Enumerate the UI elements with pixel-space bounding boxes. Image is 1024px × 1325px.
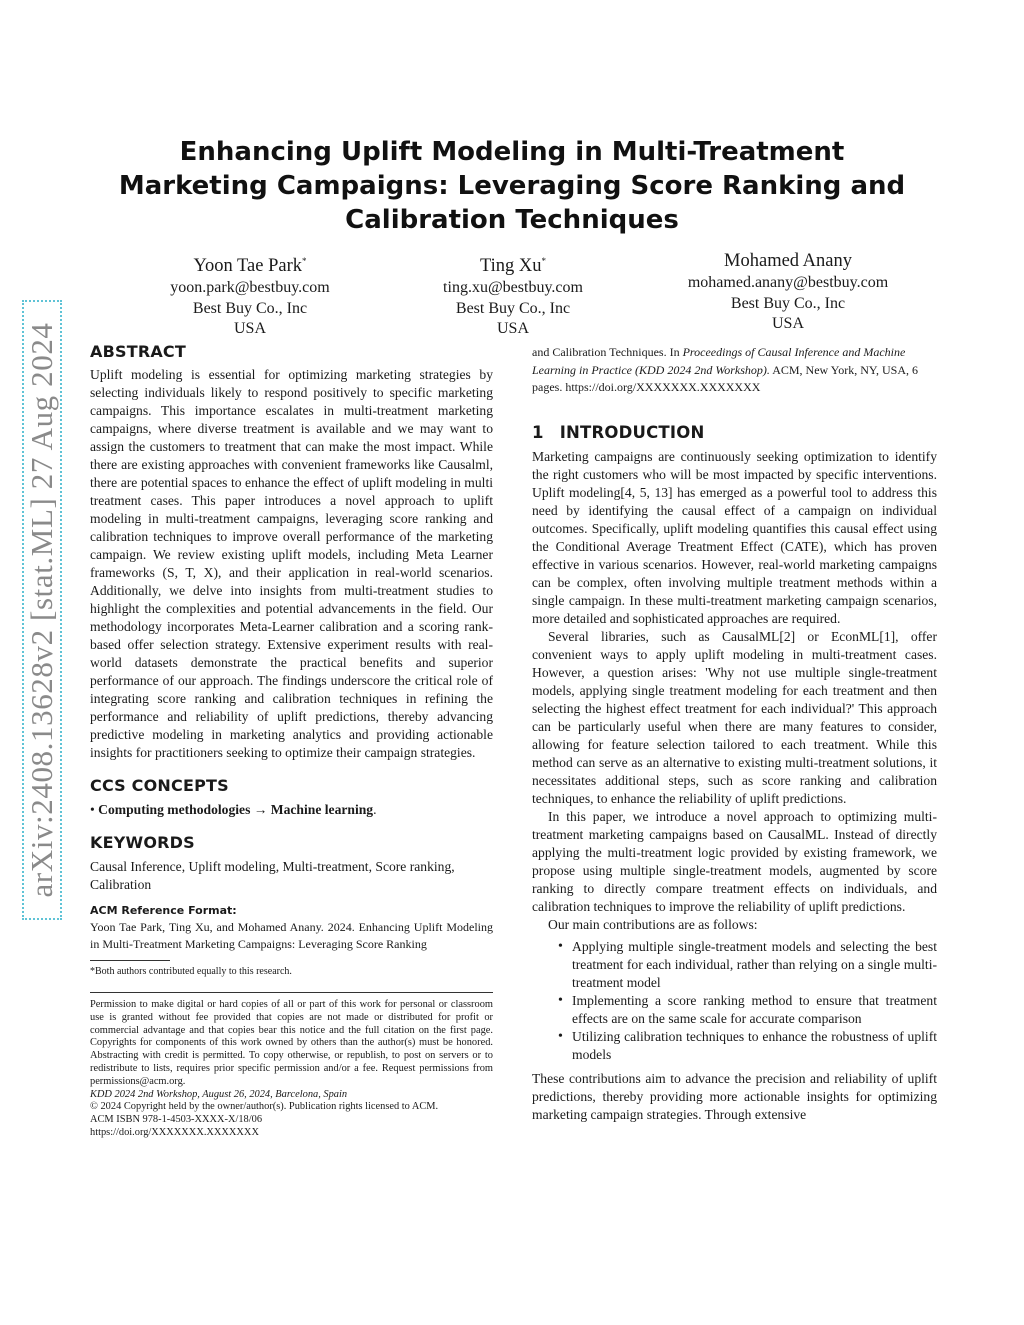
contributions-list	[532, 938, 937, 1064]
author-email[interactable]: yoon.park@bestbuy.com	[170, 279, 330, 296]
ccs-concepts	[90, 801, 493, 819]
author-block-3	[658, 250, 918, 335]
author-name: Ting Xu	[479, 256, 542, 276]
isbn-line: ACM ISBN 978-1-4503-XXXX-X/18/06	[90, 1114, 263, 1126]
paper-title: Enhancing Uplift Modeling in Multi-Treatment Marketing Campaigns: Leveraging Score Ranking and Calibration Techniques	[118, 137, 906, 235]
author-email[interactable]: mohamed.anany@bestbuy.com	[687, 274, 889, 291]
acm-reference-text: Yoon Tae Park, Ting Xu, and Mohamed Anany. 2024. Enhancing Uplift Modeling in Multi-Treatment Marketing Campaigns: Leveraging Score Ranking	[90, 920, 493, 951]
author-country: USA	[496, 320, 529, 337]
introduction-heading	[532, 423, 937, 443]
author-affiliation: Best Buy Co., Inc	[730, 294, 846, 312]
ccs-term-2: Machine learning	[270, 802, 374, 817]
author-block-2	[383, 250, 643, 340]
keywords-heading: KEYWORDS	[90, 833, 195, 852]
abstract-heading: ABSTRACT	[90, 342, 186, 361]
keywords-text: Causal Inference, Uplift modeling, Multi-treatment, Score ranking, Calibration	[90, 859, 455, 892]
acm-reference-venue: Proceedings of Causal Inference and Machine Learning in Practice (KDD 2024 2nd Workshop).	[532, 345, 906, 377]
ccs-term-1: Computing methodologies	[98, 802, 251, 817]
author-affiliation: Best Buy Co., Inc	[192, 299, 308, 317]
section-number: 1	[532, 422, 544, 442]
bullet-icon: •	[558, 992, 563, 1008]
list-item-text: Implementing a score ranking method to ensure that treatment effects are on the same scale for accurate comparison	[572, 992, 937, 1026]
venue-line: KDD 2024 2nd Workshop, August 26, 2024, Barcelona, Spain	[90, 1088, 348, 1100]
abstract-text: Uplift modeling is essential for optimizing marketing strategies by selecting individuals likely to respond positively to specific marketing campaigns. This importance escalates in multi-treatment marketing campaigns, where diverse treatment is available and we may want to assign the customers to treatment that can make the most impact. While there are existing approaches with convenient frameworks like Causalml, there are potential spaces to enhance the effect of uplift modeling in multi treatment cases. This paper introduces a novel approach to uplift modeling in multi-treatment campaigns, leveraging score ranking and calibration techniques to improve overall performance of the marketing campaign. We review existing uplift models, including Meta Learner frameworks (S, T, X), and their application in real-world scenarios. Additionally, we delve into insights from multi-treatment studies to highlight the complexities and potential advancements in the field. Our methodology incorporates Meta-Learner calibration and a scoring rank-based offer selection strategy. Extensive experiment results with real-world datasets demonstrate the practical benefits and superior performance of our approach. The findings underscore the critical role of integrating score ranking and calibration techniques in refining the performance and reliability of uplift predictions, thereby advancing predictive modeling in marketing analytics and providing actionable insights for practitioners seeking to optimize their campaign strategies.	[90, 367, 493, 760]
author-name: Yoon Tae Park	[193, 256, 303, 276]
ccs-heading: CCS CONCEPTS	[90, 776, 229, 795]
list-item-text: Utilizing calibration techniques to enhance the robustness of uplift models	[572, 1028, 937, 1062]
intro-paragraph-3: In this paper, we introduce a novel approach to optimizing multi-treatment marketing campaigns based on CausalML. Instead of directly applying the multi-treatment logic provided by existing framework, we propose using multiple single-treatment models, augmented by score ranking to directly compare treatment effects on individuals, and calibration techniques to improve the reliability of uplift predictions.	[532, 808, 937, 914]
arxiv-stamp-text: arXiv:2408.13628v2 [stat.ML] 27 Aug 2024	[24, 322, 59, 898]
footnote: *Both authors contributed equally to this research.	[90, 966, 292, 977]
equal-contribution-mark: *	[302, 256, 307, 266]
list-item	[558, 1028, 937, 1064]
intro-paragraph-4: Our main contributions are as follows:	[548, 916, 758, 932]
intro-paragraph-5: These contributions aim to advance the precision and reliability of uplift predictions, thereby providing more actionable insights for optimizing marketing campaign strategies. Through extensive	[532, 1070, 937, 1122]
footnote-rule	[90, 960, 170, 961]
arxiv-stamp	[22, 300, 62, 920]
author-country: USA	[771, 315, 804, 332]
bullet-icon: •	[558, 1028, 563, 1044]
bullet-icon: •	[558, 938, 563, 954]
acm-reference-continued	[532, 344, 937, 397]
author-email[interactable]: ting.xu@bestbuy.com	[443, 279, 583, 296]
ccs-end: .	[373, 802, 377, 817]
right-column	[532, 344, 937, 1124]
arrow-icon: →	[253, 802, 268, 817]
permission-rule	[90, 992, 493, 993]
acm-reference-heading: ACM Reference Format:	[90, 904, 237, 917]
author-block-1	[120, 250, 380, 340]
intro-paragraph-2: Several libraries, such as CausalML[2] or EconML[1], offer convenient ways to apply uplift modeling in multi-treatment cases. However, a question arises: 'Why not use multiple single-treatment models, applying single treatment modeling for each treatment and then selecting the highest effect treatment for each individual?' This approach can be particularly useful when there are many features to consider, allowing for feature selection tailored to each treatment. While this method can serve as an alternative to existing multi-treatment solutions, it necessitates additional steps, such as score ranking and calibration techniques, to enhance the reliability of uplift predictions.	[532, 628, 937, 806]
list-item-text: Applying multiple single-treatment models and selecting the best treatment for each individual, rather than relying on a single multi-treatment model	[572, 938, 937, 990]
copyright-line: © 2024 Copyright held by the owner/author(s). Publication rights licensed to ACM.	[90, 1101, 439, 1113]
author-affiliation: Best Buy Co., Inc	[455, 299, 571, 317]
permission-notice: Permission to make digital or hard copies of all or part of this work for personal or classroom use is granted without fee provided that copies are not made or distributed for profit or commercial advantage and that copies bear this notice and the full citation on the first page. Copyrights for components of this work owned by others than the author(s) must be honored. Abstracting with credit is permitted. To copy otherwise, or republish, to post on servers or to redistribute to lists, requires prior specific permission and/or a fee. Request permissions from permissions@acm.org.	[90, 999, 493, 1087]
list-item	[558, 992, 937, 1028]
author-country: USA	[233, 320, 266, 337]
doi-link[interactable]: https://doi.org/XXXXXXX.XXXXXXX	[90, 1126, 259, 1138]
equal-contribution-mark: *	[541, 256, 547, 266]
acm-reference-cont-a: and Calibration Techniques. In	[532, 345, 683, 359]
left-column	[90, 342, 493, 1140]
author-name: Mohamed Anany	[724, 251, 852, 271]
ccs-bullet: •	[90, 802, 95, 817]
acm-reference-cont-b: ACM, New York, NY, USA, 6 pages. https://doi.org/XXXXXXX.XXXXXXX	[532, 362, 919, 394]
section-title: INTRODUCTION	[559, 422, 705, 442]
list-item	[558, 938, 937, 992]
intro-paragraph-1: Marketing campaigns are continuously seeking optimization to identify the right customers who will be most impacted by specific interventions. Uplift modeling[4, 5, 13] has emerged as a powerful tool to address this need by identifying the causal effect of a campaign on individual outcomes. Specifically, uplift modeling quantifies this causal effect using the Conditional Average Treatment Effect (CATE), which has proven effective in various scenarios. However, real-world marketing campaigns can be complex, often involving multiple treatment methods within a single campaign. In these multi-treatment marketing campaign scenarios, more detailed and sophisticated approaches are required.	[532, 448, 937, 626]
